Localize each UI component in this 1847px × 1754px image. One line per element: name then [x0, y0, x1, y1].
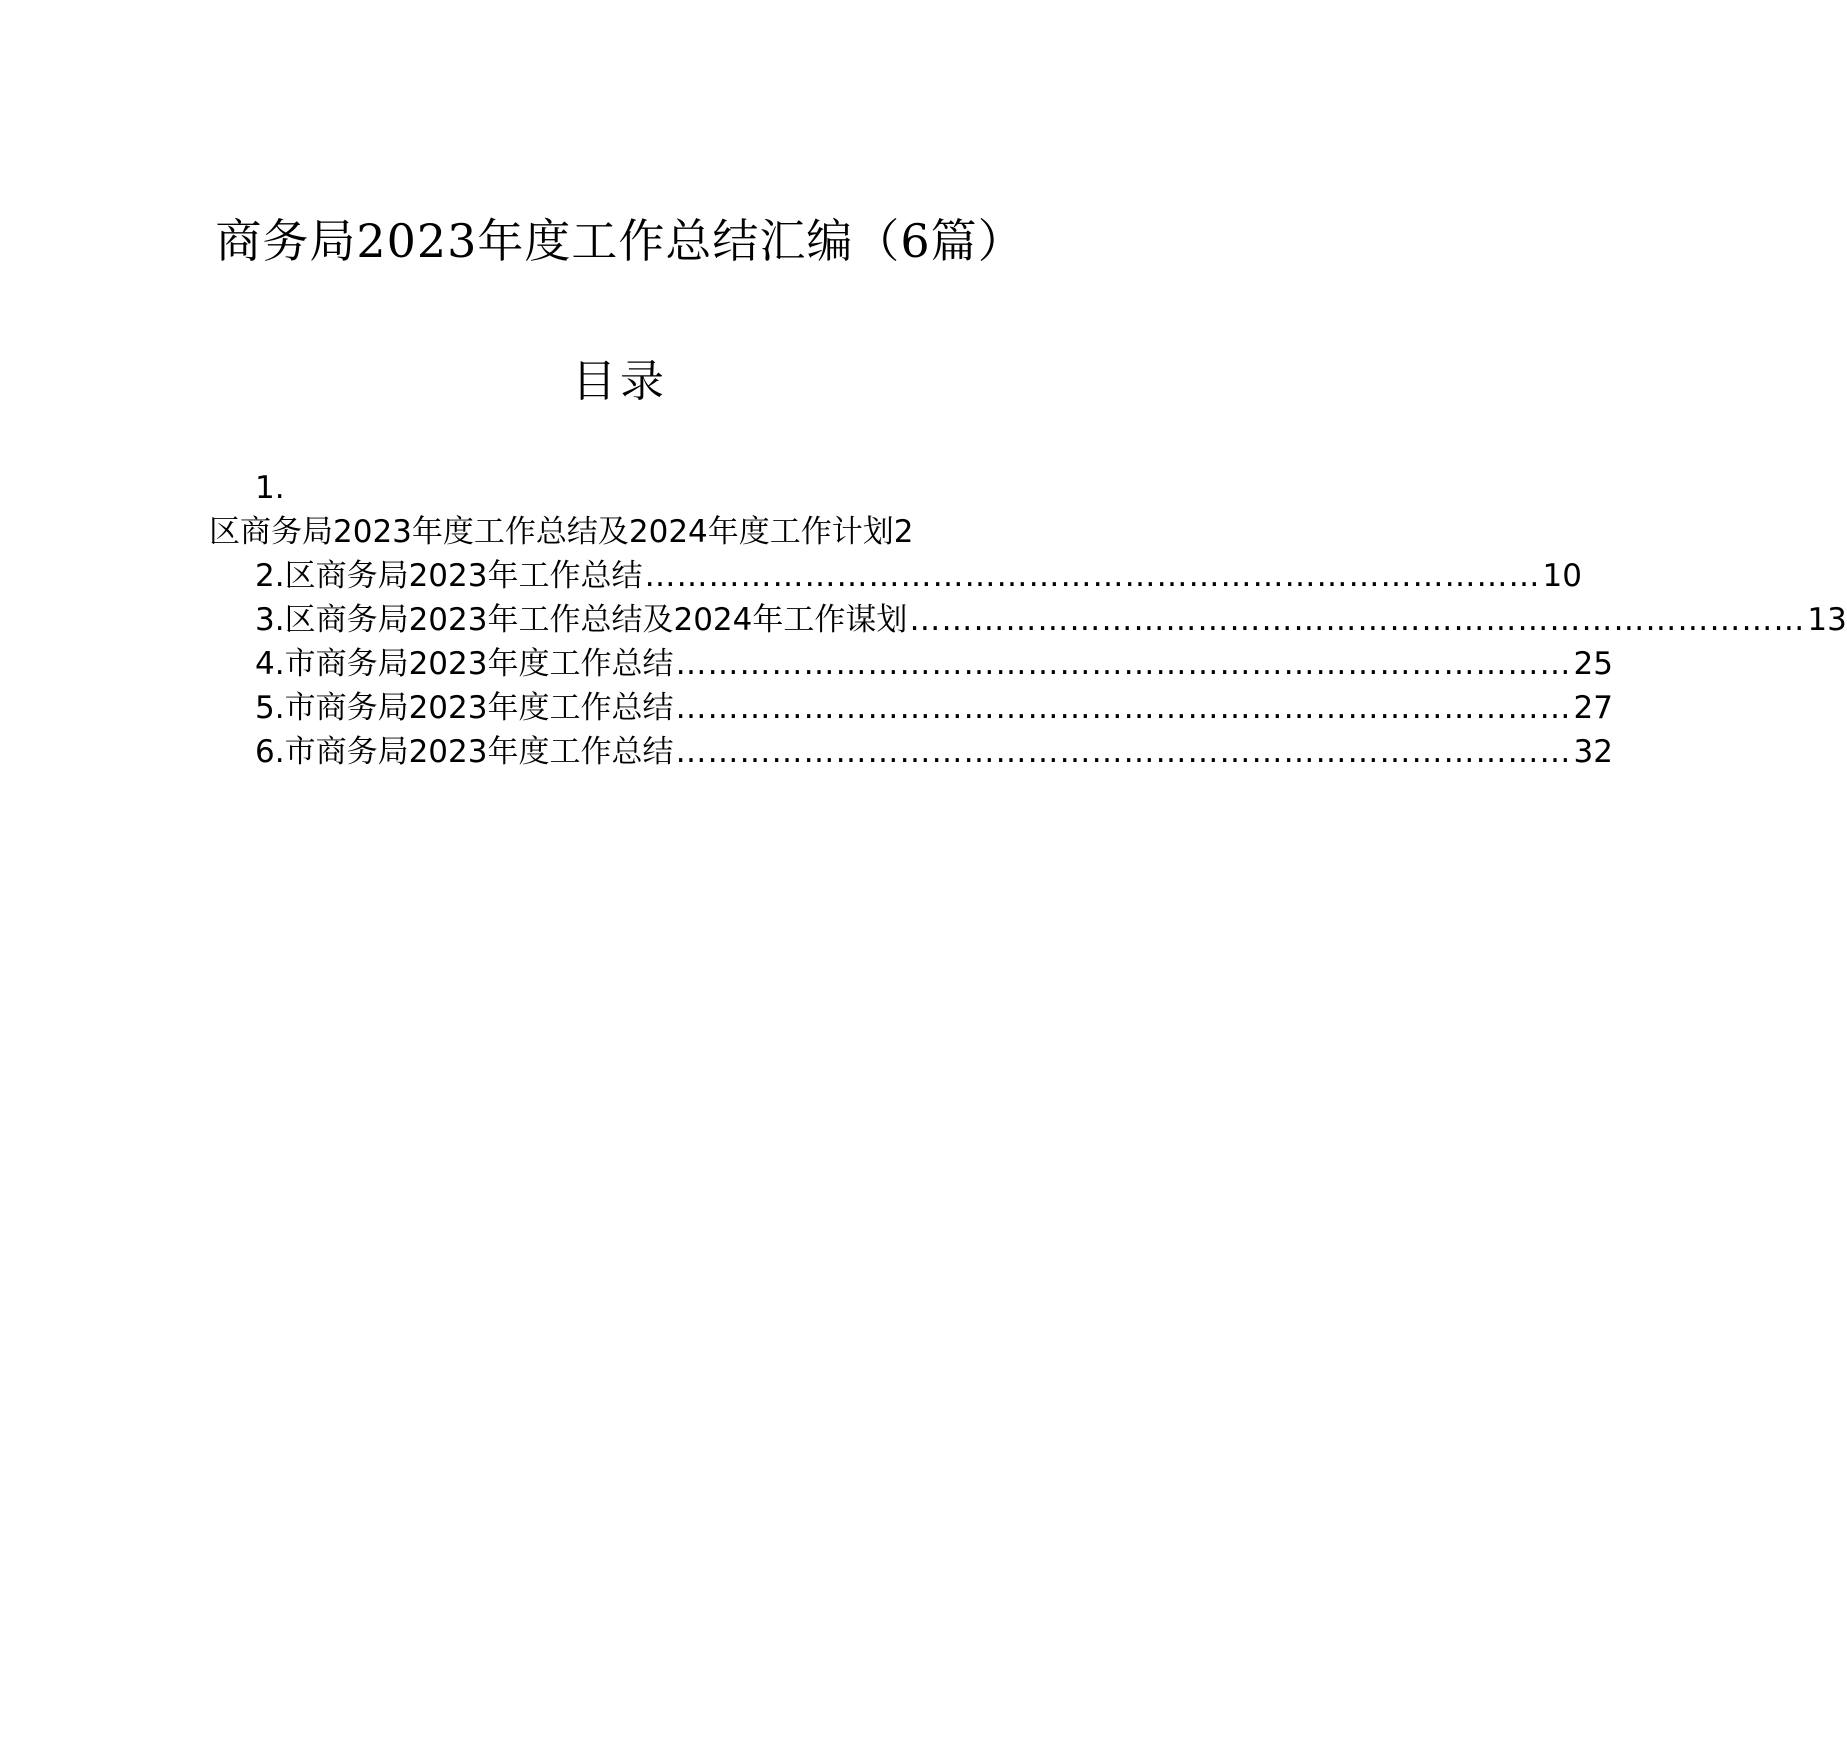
- dot-leader: …………………………………………………………………………: [675, 690, 1572, 726]
- toc-entry-4[interactable]: [255, 642, 1613, 686]
- toc-entry-number: 6.: [255, 734, 285, 770]
- toc-entry-1-title[interactable]: [209, 510, 914, 554]
- toc-entry-3[interactable]: [255, 598, 1847, 642]
- toc-entry-page: 25: [1573, 646, 1613, 682]
- toc-entry-number: 4.: [255, 646, 285, 682]
- toc-entry-1-number[interactable]: [255, 466, 285, 510]
- dot-leader: …………………………………………………………………………: [675, 646, 1572, 682]
- document-title: 商务局2023年度工作总结汇编（6篇）: [215, 214, 1025, 268]
- toc-entry-text: 市商务局2023年度工作总结: [284, 690, 674, 726]
- toc-entry-2[interactable]: [255, 554, 1582, 598]
- toc-entry-page: 27: [1573, 690, 1613, 726]
- toc-entry-text: 区商务局2023年工作总结及2024年工作谋划: [284, 602, 908, 638]
- toc-entry-number: 3.: [255, 602, 285, 638]
- toc-heading: 目录: [572, 356, 668, 407]
- toc-entry-page: 32: [1573, 734, 1613, 770]
- toc-entry-6[interactable]: [255, 730, 1613, 774]
- toc-entry-text: 区商务局2023年度工作总结及2024年度工作计划: [209, 514, 894, 550]
- toc-entry-page: 10: [1542, 558, 1582, 594]
- toc-entry-text: 区商务局2023年工作总结: [284, 558, 643, 594]
- dot-leader: …………………………………………………………………………: [644, 558, 1541, 594]
- dot-leader: …………………………………………………………………………: [909, 602, 1806, 638]
- toc-entry-page: 13: [1807, 602, 1847, 638]
- dot-leader: …………………………………………………………………………: [675, 734, 1572, 770]
- toc-entry-page: 2: [893, 514, 914, 550]
- toc-entry-number: 5.: [255, 690, 285, 726]
- toc-entry-5[interactable]: [255, 686, 1613, 730]
- toc-entry-number: 1.: [255, 470, 285, 506]
- toc-entry-text: 市商务局2023年度工作总结: [284, 646, 674, 682]
- toc-entry-text: 市商务局2023年度工作总结: [284, 734, 674, 770]
- toc-entry-number: 2.: [255, 558, 285, 594]
